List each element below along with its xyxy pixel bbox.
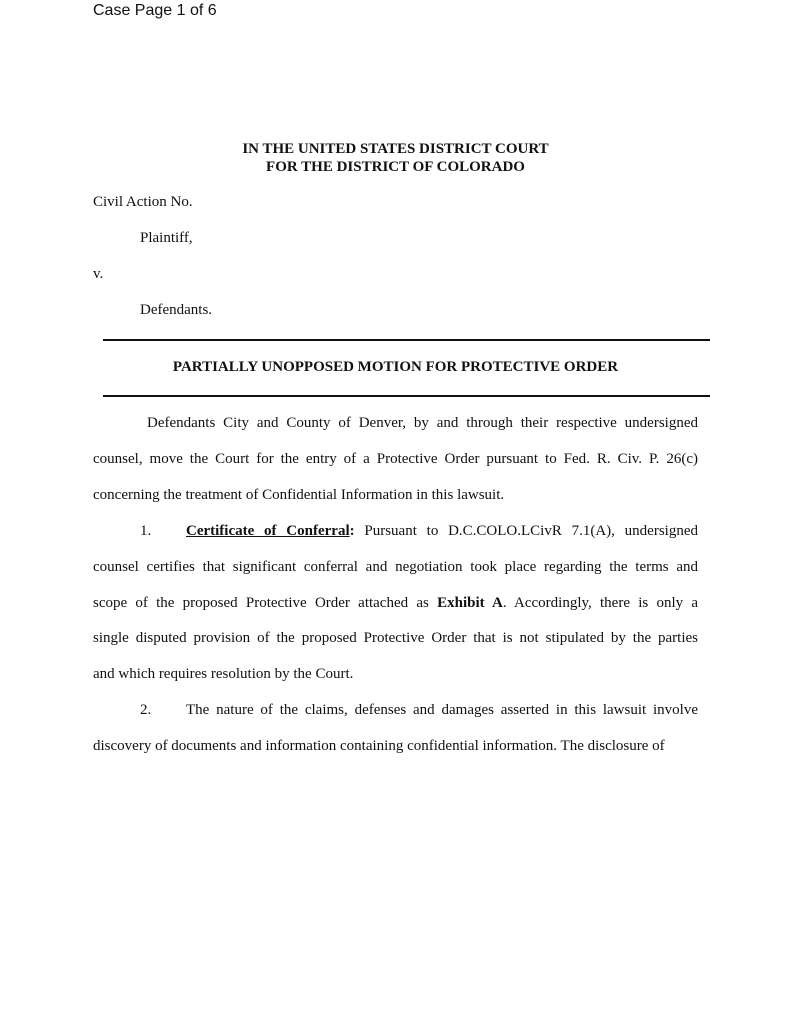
paragraph-1-line-4: single disputed provision of the proposed Protective Order that is not stipulated by the parties: [93, 630, 698, 646]
paragraph-1-line-1: [186, 522, 698, 540]
motion-title: PARTIALLY UNOPPOSED MOTION FOR PROTECTIVE ORDER: [172, 359, 619, 375]
title-top-rule: [103, 339, 710, 341]
paragraph-2-line-1: The nature of the claims, defenses and damages asserted in this lawsuit involve: [186, 702, 698, 718]
paragraph-1-line-3-post: . Accordingly, there is only a: [502, 595, 699, 611]
conferral-heading-colon: :: [349, 523, 355, 539]
paragraph-1-line-3-pre: scope of the proposed Protective Order attached as: [93, 595, 438, 611]
district-name-line: FOR THE DISTRICT OF COLORADO: [266, 159, 525, 175]
plaintiff-label: Plaintiff,: [140, 230, 193, 246]
court-name-line: IN THE UNITED STATES DISTRICT COURT: [242, 141, 549, 157]
exhibit-a-reference: Exhibit A: [437, 595, 503, 611]
paragraph-1-line-2: counsel certifies that significant conferral and negotiation took place regarding the terms and: [93, 559, 698, 575]
versus-label: v.: [93, 266, 104, 282]
paragraph-1-number: 1.: [140, 523, 152, 539]
intro-line-3: concerning the treatment of Confidential Information in this lawsuit.: [93, 487, 505, 503]
paragraph-2-line-2: discovery of documents and information containing confidential information. The disclosure of: [93, 738, 665, 754]
paragraph-1-line-5: and which requires resolution by the Court.: [93, 666, 354, 682]
paragraph-1-line-3: [93, 594, 698, 612]
intro-line-1: Defendants City and County of Denver, by and through their respective undersigned: [147, 415, 698, 431]
defendants-label: Defendants.: [140, 302, 213, 318]
title-bottom-rule: [103, 395, 710, 397]
intro-line-2: counsel, move the Court for the entry of a Protective Order pursuant to Fed. R. Civ. P. 26(c): [93, 451, 698, 467]
civil-action-label: Civil Action No.: [93, 194, 193, 210]
court-heading: [0, 140, 791, 176]
paragraph-1-line-1-text: Pursuant to D.C.COLO.LCivR 7.1(A), undersigned: [354, 523, 698, 539]
page-number-header: Case Page 1 of 6: [93, 2, 217, 19]
paragraph-2-number: 2.: [140, 702, 152, 718]
conferral-heading: Certificate of Conferral: [186, 523, 350, 539]
